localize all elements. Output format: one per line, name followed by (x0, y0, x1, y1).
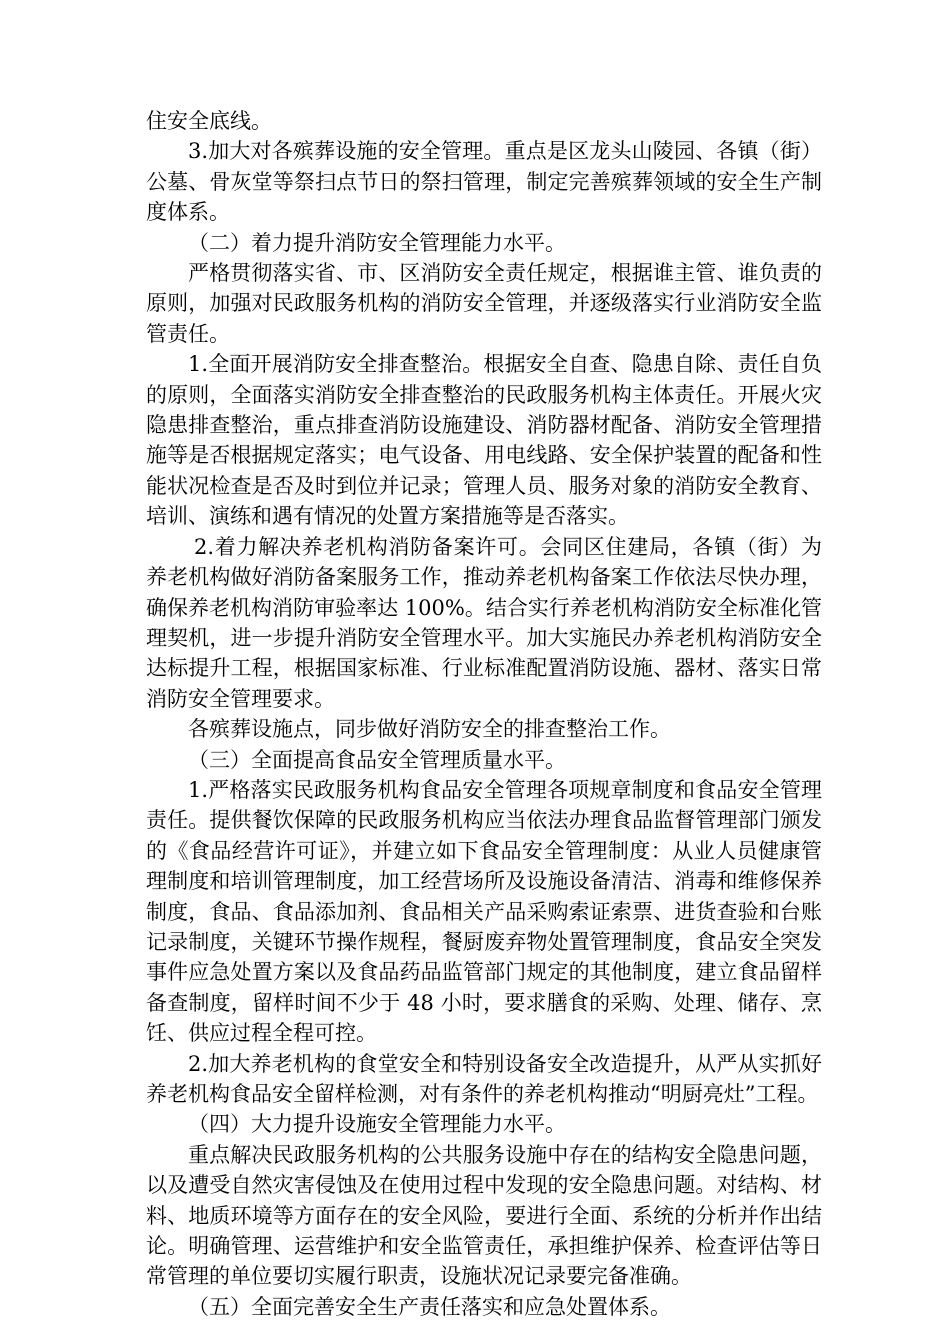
paragraph-canteen-upgrade: 2.加大养老机构的食堂安全和特别设备安全改造提升，从严从实抓好养老机构食品安全留样检测，对有条件的养老机构推动“明厨亮灶”工程。 (146, 1051, 822, 1106)
paragraph-fire-safety-inspection: 1.全面开展消防安全排查整治。根据安全自查、隐患自除、责任自负的原则，全面落实消防安全排查整治的民政服务机构主体责任。开展火灾隐患排查整治，重点排查消防设施建设、消防器材配备、消防安全管理措施等是否根据规定落实；电气设备、用电线路、安全保护装置的配备和性能状况检查是否及时到位并记录；管理人员、服务对象的消防安全教育、培训、演练和遇有情况的处置方案措施等是否落实。 (146, 352, 822, 529)
paragraph-elderly-care-fire-permit: 2.着力解决养老机构消防备案许可。会同区住建局，各镇（街）为养老机构做好消防备案服务工作，推动养老机构备案工作依法尽快办理，确保养老机构消防审验率达 100%。结合实行养老机构消防安全标准化管理契机，进一步提升消防安全管理水平。加大实施民办养老机构消防安全达标提升工程，根据国家标准、行业标准配置消防设施、器材、落实日常消防安全管理要求。 (146, 534, 822, 711)
paragraph-fire-safety-responsibility: 严格贯彻落实省、市、区消防安全责任规定，根据谁主管、谁负责的原则，加强对民政服务机构的消防安全管理，并逐级落实行业消防安全监管责任。 (146, 261, 822, 346)
section-heading-facility-safety: （四）大力提升设施安全管理能力水平。 (188, 1112, 566, 1137)
paragraph-food-safety-rules: 1.严格落实民政服务机构食品安全管理各项规章制度和食品安全管理责任。提供餐饮保障的民政服务机构应当依法办理食品监督管理部门颁发的《食品经营许可证》，并建立如下食品安全管理制度：从业人员健康管理制度和培训管理制度，加工经营场所及设施设备清洁、消毒和维修保养制度，食品、食品添加剂、食品相关产品采购索证索票、进货查验和台账记录制度，关键环节操作规程，餐厨废弃物处置管理制度，食品安全突发事件应急处置方案以及食品药品监管部门规定的其他制度，建立食品留样备查制度，留样时间不少于 48 小时，要求膳食的采购、处理、储存、烹饪、供应过程全程可控。 (146, 777, 822, 1046)
paragraph-continuation: 住安全底线。 (146, 109, 272, 133)
section-heading-emergency-system: （五）全面完善安全生产责任落实和应急处置体系。 (188, 1294, 671, 1319)
section-heading-food-safety: （三）全面提高食品安全管理质量水平。 (188, 747, 566, 772)
paragraph-funeral-facility-management: 3.加大对各殡葬设施的安全管理。重点是区龙头山陵园、各镇（街）公墓、骨灰堂等祭扫点节日的祭扫管理，制定完善殡葬领域的安全生产制度体系。 (146, 139, 822, 225)
document-body (146, 106, 822, 1322)
paragraph-funeral-fire-inspection: 各殡葬设施点，同步做好消防安全的排查整治工作。 (188, 717, 671, 742)
section-heading-fire-safety: （二）着力提升消防安全管理能力水平。 (188, 230, 566, 255)
paragraph-facility-risk-analysis: 重点解决民政服务机构的公共服务设施中存在的结构安全隐患问题，以及遭受自然灾害侵蚀及在使用过程中发现的安全隐患问题。对结构、材料、地质环境等方面存在的安全风险，要进行全面、系统的分析并作出结论。明确管理、运营维护和安全监管责任，承担维护保养、检查评估等日常管理的单位要切实履行职责，设施状况记录要完备准确。 (146, 1142, 822, 1289)
